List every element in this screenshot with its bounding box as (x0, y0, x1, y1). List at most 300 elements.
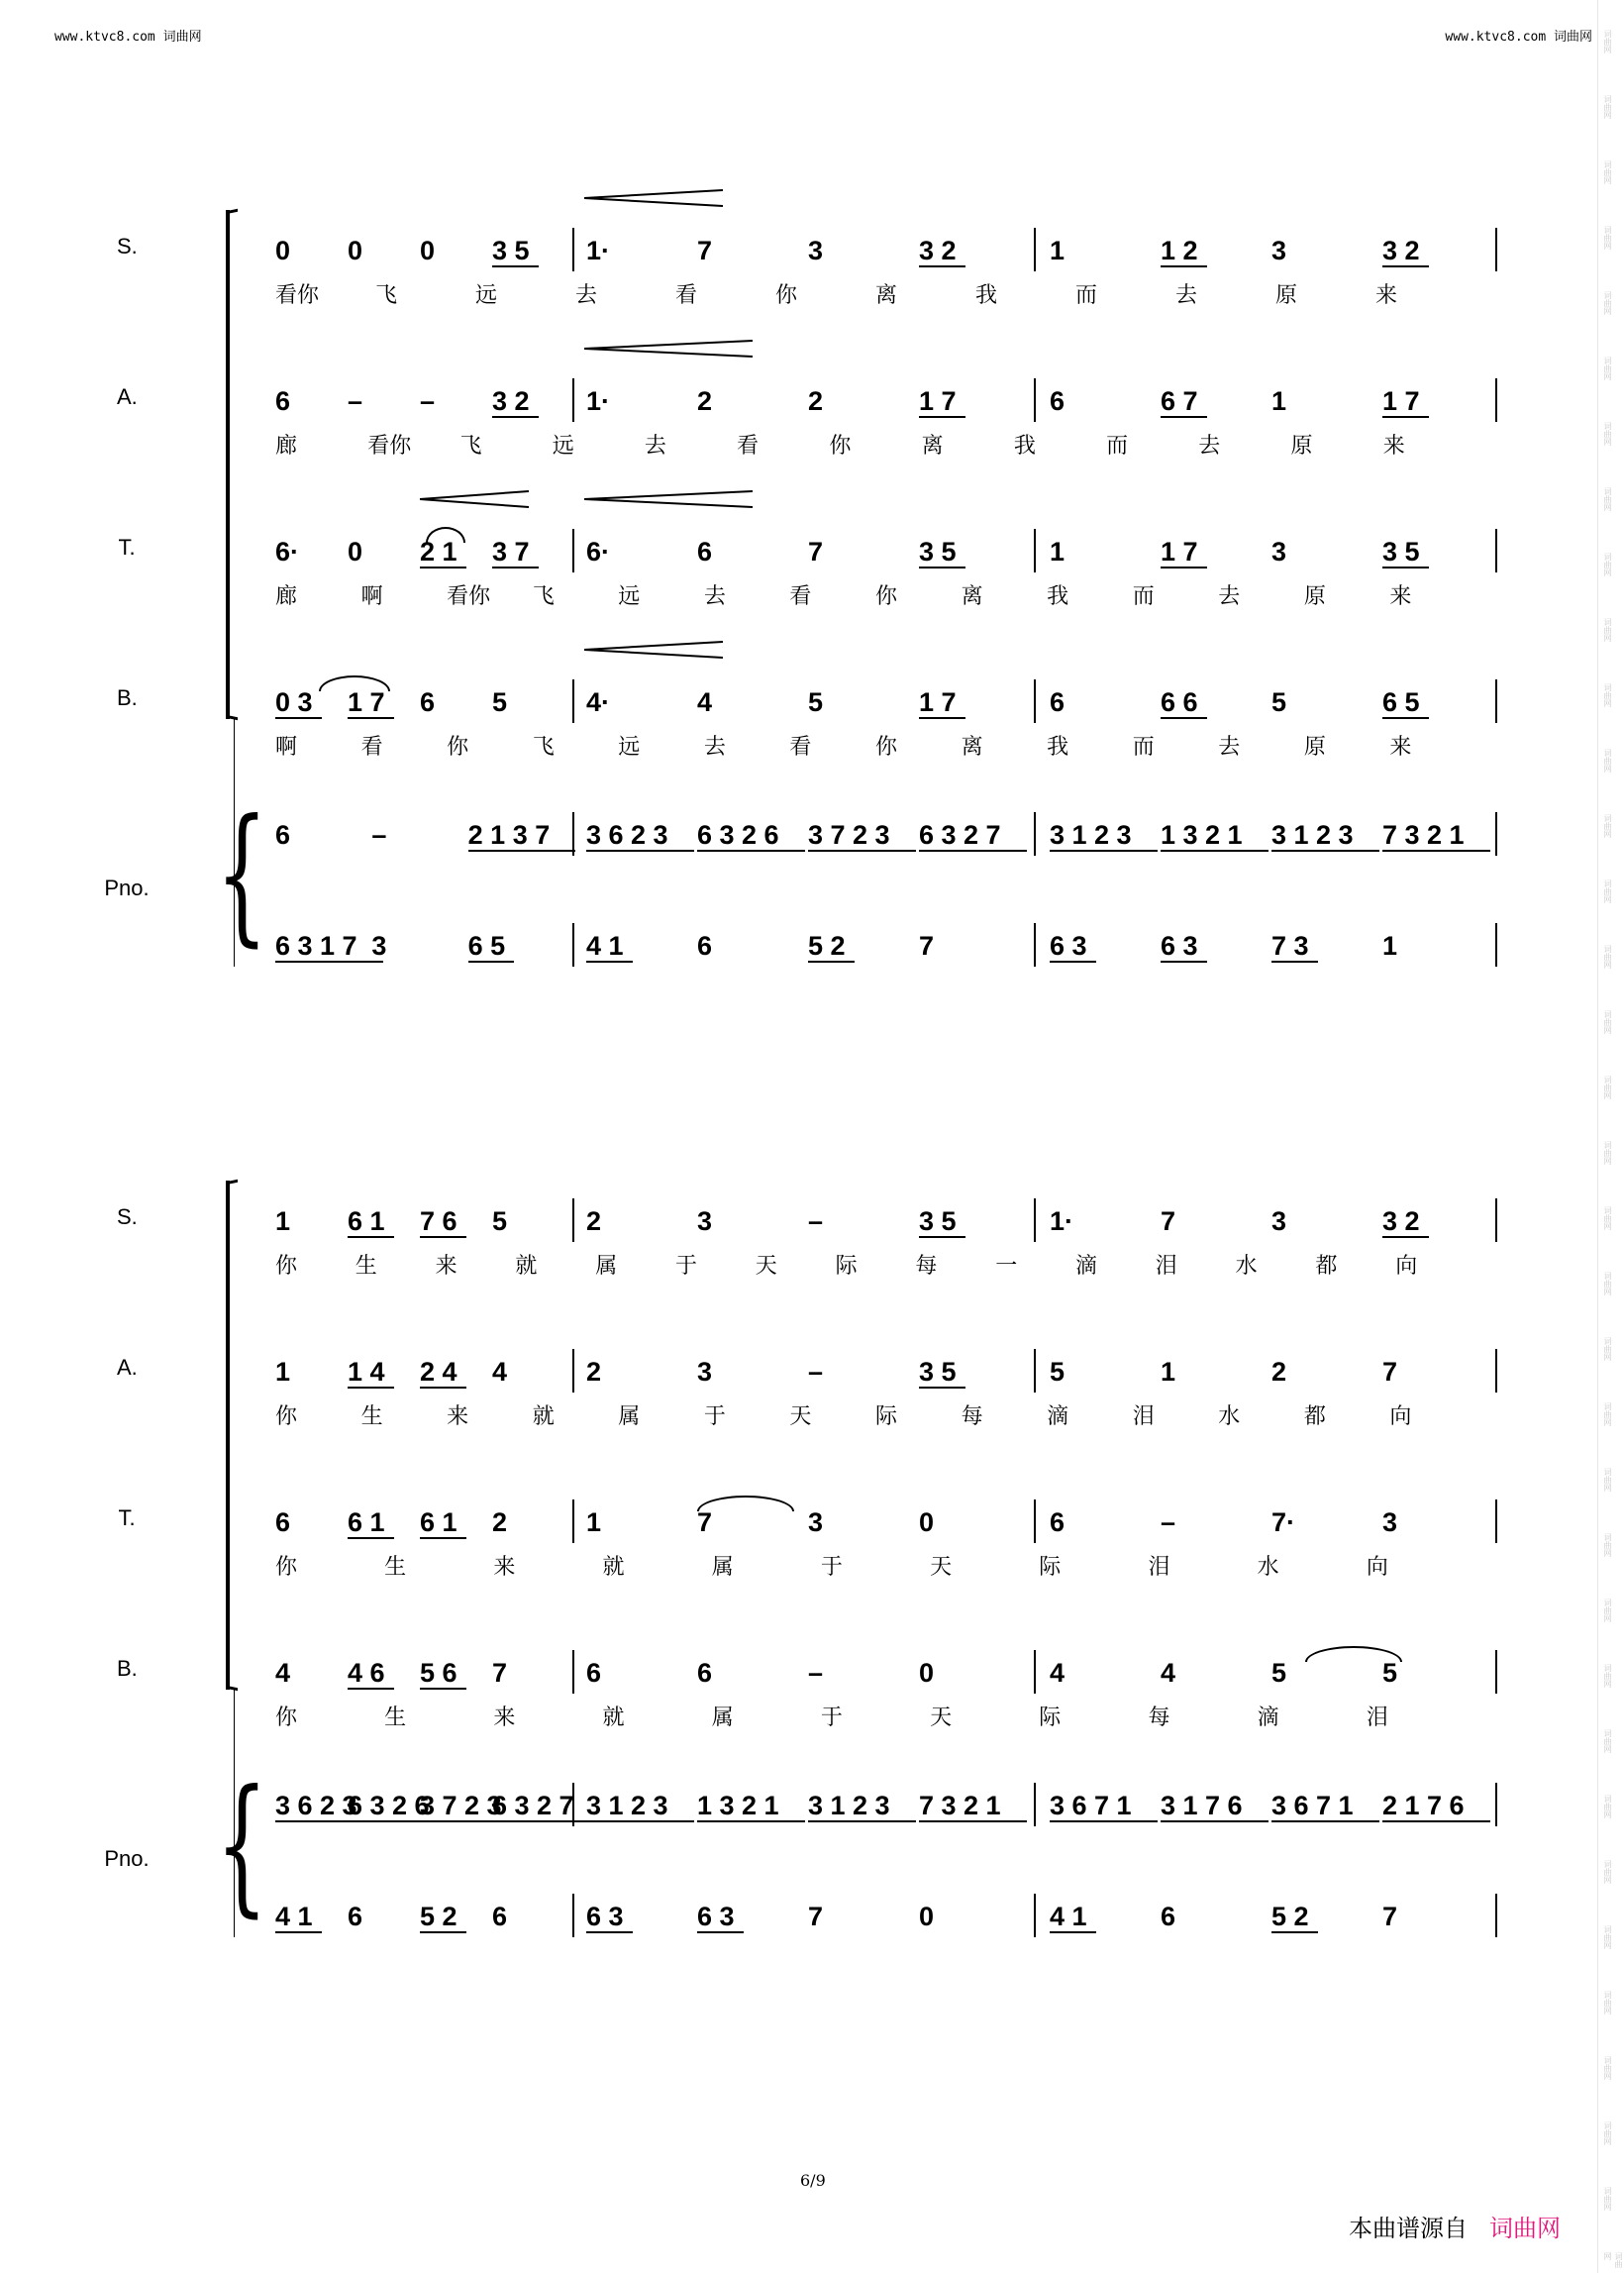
side-watermark-text: 词曲网 (1603, 226, 1612, 250)
note-group: 5 (492, 1206, 508, 1236)
piano-label: Pno. (104, 1846, 150, 1871)
note-group: 3 7 2 3 (808, 820, 890, 850)
note-group: 7· (1271, 1507, 1296, 1537)
lyric-syllable: 看 (360, 735, 383, 760)
lyric-syllable: 就 (602, 1555, 625, 1580)
bar-line (1034, 812, 1036, 856)
note-group: 6 6 (1161, 687, 1198, 717)
side-watermark-text: 词曲网 (1603, 879, 1612, 903)
lyric-syllable: 看 (737, 434, 760, 459)
crescendo-hairpin (584, 188, 723, 208)
note-group: 5 (808, 687, 824, 717)
lyric-syllable: 泪 (1148, 1555, 1170, 1580)
beam-underline (586, 1820, 694, 1822)
beam-underline (919, 567, 965, 568)
lyric-syllable: 水 (1218, 1404, 1241, 1429)
beam-underline (586, 850, 694, 852)
note-group: 6 (697, 931, 713, 961)
note-group: 5 (1271, 1658, 1287, 1688)
beam-underline (1382, 717, 1429, 719)
bar-line (572, 812, 574, 856)
lyric-syllable: 看你 (447, 584, 491, 609)
lyric-syllable: 去 (1218, 584, 1241, 609)
note-group: 6 (492, 1902, 508, 1931)
note-group: 6 (697, 537, 713, 567)
lyric-syllable: 滴 (1257, 1705, 1279, 1730)
note-group: 1 (275, 1357, 291, 1387)
bar-line (572, 378, 574, 422)
lyric-syllable: 你 (447, 735, 469, 760)
bar-line (1495, 679, 1497, 723)
beam-underline (275, 961, 383, 963)
bar-line (572, 923, 574, 967)
note-group: 6 3 1 7 (275, 931, 357, 961)
note-group: 6 (420, 687, 436, 717)
note-group: 0 (275, 236, 291, 265)
bar-line (1034, 1499, 1036, 1543)
beam-underline (1050, 850, 1158, 852)
staff-label: B. (117, 1656, 138, 1681)
lyric-syllable: 泪 (1132, 1404, 1155, 1429)
note-group: 3 (1271, 236, 1287, 265)
lyric-syllable: 生 (384, 1555, 407, 1580)
lyric-syllable: 而 (1132, 735, 1155, 760)
beam-underline (1382, 1820, 1490, 1822)
lyric-syllable: 你 (875, 584, 898, 609)
note-group: 6 (275, 820, 291, 850)
beam-underline (586, 1931, 633, 1933)
bar-line (572, 1499, 574, 1543)
note-group: 0 (919, 1658, 935, 1688)
choir-bracket (226, 210, 230, 719)
lyric-syllable: 你 (275, 1705, 298, 1730)
lyric-syllable: 水 (1257, 1555, 1279, 1580)
note-group: 2 (697, 386, 713, 416)
note-group: 6 3 2 7 (919, 820, 1001, 850)
beam-underline (348, 1387, 394, 1389)
beam-underline (492, 416, 539, 418)
crescendo-hairpin (584, 339, 753, 359)
note-group: 6 3 (1161, 931, 1198, 961)
lyric-syllable: 飞 (459, 434, 482, 459)
note-group: 7 (697, 236, 713, 265)
note-group: 3 5 (919, 1206, 957, 1236)
lyric-syllable: 我 (975, 283, 998, 308)
page-number: 6/9 (800, 2171, 826, 2190)
side-watermark-text: 词曲网 (1603, 553, 1612, 576)
note-group: 3 (697, 1206, 713, 1236)
lyric-syllable: 就 (532, 1404, 555, 1429)
note-group: 3 2 (492, 386, 530, 416)
beam-underline (1382, 567, 1429, 568)
lyric-syllable: 于 (820, 1705, 843, 1730)
bar-line (1034, 378, 1036, 422)
beam-underline (919, 416, 965, 418)
side-watermark-text: 词曲网 (1603, 945, 1612, 969)
note-group: 1 (1050, 236, 1066, 265)
lyric-syllable: 向 (1366, 1555, 1388, 1580)
staff-label: S. (117, 1204, 138, 1229)
lyric-syllable: 来 (435, 1254, 457, 1279)
lyric-syllable: 啊 (360, 584, 383, 609)
note-group: 3 1 2 3 (586, 1791, 668, 1820)
beam-underline (275, 1931, 322, 1933)
bar-line (1495, 1198, 1497, 1242)
note-group: 6 3 2 6 (697, 820, 779, 850)
tie-slur (697, 1496, 794, 1511)
note-group: 3 (808, 1507, 824, 1537)
bar-line (1495, 1349, 1497, 1393)
note-group: 6 (1050, 687, 1066, 717)
note-group: 4 (1050, 1658, 1066, 1688)
beam-underline (420, 1236, 466, 1238)
note-group: – (1161, 1507, 1176, 1537)
lyric-syllable: 离 (961, 735, 983, 760)
beam-underline (1161, 265, 1207, 267)
lyric-syllable: 离 (961, 584, 983, 609)
lyric-syllable: 远 (475, 283, 498, 308)
note-group: 5 (1271, 687, 1287, 717)
lyric-syllable: 际 (1039, 1555, 1062, 1580)
beam-underline (697, 850, 805, 852)
side-watermark-text: 词曲网 (1603, 1141, 1612, 1165)
beam-underline (1382, 416, 1429, 418)
note-group: 3 1 7 6 (1161, 1791, 1243, 1820)
bar-line (1034, 529, 1036, 572)
piano-label: Pno. (104, 876, 150, 900)
bar-line (1495, 1894, 1497, 1937)
beam-underline (919, 1387, 965, 1389)
lyric-syllable: 天 (789, 1404, 812, 1429)
staff-label: T. (118, 535, 136, 560)
lyric-syllable: 而 (1106, 434, 1129, 459)
lyric-syllable: 原 (1303, 584, 1326, 609)
note-group: 6 (1050, 386, 1066, 416)
piano-brace: { (216, 788, 268, 961)
lyric-syllable: 泪 (1155, 1254, 1177, 1279)
lyric-syllable: 每 (961, 1404, 983, 1429)
lyric-syllable: 际 (875, 1404, 898, 1429)
note-group: 5 2 (808, 931, 846, 961)
lyric-syllable: 都 (1303, 1404, 1326, 1429)
beam-underline (348, 1236, 394, 1238)
bar-line (1495, 923, 1497, 967)
footer-brand[interactable]: 词曲网 (1489, 2215, 1561, 2242)
note-group: 4 1 (1050, 1902, 1087, 1931)
note-group: 7 (919, 931, 935, 961)
tie-slur (426, 527, 465, 543)
side-watermark-text: 词曲网 (1603, 422, 1612, 446)
lyric-syllable: 每 (915, 1254, 938, 1279)
beam-underline (697, 1820, 805, 1822)
note-group: 3 (1271, 537, 1287, 567)
note-group: 6 1 (348, 1206, 385, 1236)
note-group: 4 6 (348, 1658, 385, 1688)
note-group: 6 5 (1382, 687, 1420, 717)
note-group: – (808, 1206, 824, 1236)
lyric-syllable: 去 (575, 283, 598, 308)
bar-line (572, 1349, 574, 1393)
note-group: 3 2 (1382, 236, 1420, 265)
lyric-syllable: 生 (384, 1705, 407, 1730)
bar-line (1495, 378, 1497, 422)
beam-underline (1161, 961, 1207, 963)
note-group: 6 7 (1161, 386, 1198, 416)
beam-underline (919, 265, 965, 267)
note-group: – (348, 386, 363, 416)
bar-line (1034, 1650, 1036, 1694)
note-group: 1· (586, 386, 611, 416)
note-group: 2 (586, 1357, 602, 1387)
side-watermark-text: 词曲网 (1603, 1795, 1612, 1818)
lyric-syllable: 看 (789, 735, 812, 760)
note-group: 1 7 (919, 386, 957, 416)
note-group: 2 1 (420, 537, 457, 567)
bar-line (572, 1198, 574, 1242)
side-watermark-text: 词曲网 (1603, 814, 1612, 838)
note-group: 5 (1382, 1658, 1398, 1688)
beam-underline (1161, 1820, 1269, 1822)
crescendo-hairpin (584, 489, 753, 509)
footer-source-label: 本曲谱源自 (1349, 2215, 1468, 2242)
bar-line (1034, 679, 1036, 723)
beam-underline (1050, 1820, 1158, 1822)
lyric-syllable: 生 (360, 1404, 383, 1429)
lyric-syllable: 属 (618, 1404, 641, 1429)
note-group: – (808, 1658, 824, 1688)
lyric-syllable: 你 (829, 434, 852, 459)
beam-underline (492, 265, 539, 267)
side-watermark-text: 词曲网 (1603, 1402, 1612, 1426)
lyric-syllable: 来 (493, 1555, 516, 1580)
note-group: 2 1 7 6 (1382, 1791, 1465, 1820)
lyric-syllable: 你 (275, 1404, 298, 1429)
lyric-syllable: 看 (789, 584, 812, 609)
side-watermark-text: 词曲网 (1603, 1664, 1612, 1688)
beam-underline (919, 1820, 1027, 1822)
lyric-syllable: 远 (618, 584, 641, 609)
staff-label: A. (117, 384, 138, 409)
lyric-syllable: 就 (515, 1254, 538, 1279)
note-group: 1 2 (1161, 236, 1198, 265)
note-group: 3 (697, 1357, 713, 1387)
lyric-syllable: 飞 (532, 584, 555, 609)
beam-underline (492, 1820, 600, 1822)
lyric-syllable: 我 (1047, 584, 1069, 609)
note-group: 5 (492, 687, 508, 717)
beam-underline (586, 961, 633, 963)
lyric-syllable: 我 (1047, 735, 1069, 760)
lyric-syllable: 你 (775, 283, 798, 308)
beam-underline (348, 717, 394, 719)
beam-underline (808, 850, 916, 852)
lyric-syllable: 离 (921, 434, 944, 459)
bar-line (1034, 1894, 1036, 1937)
lyric-syllable: 际 (1039, 1705, 1062, 1730)
lyric-syllable: 去 (1198, 434, 1221, 459)
note-group: 1 7 (919, 687, 957, 717)
note-group: 1 4 (348, 1357, 385, 1387)
note-group: 7 6 (420, 1206, 457, 1236)
note-group: 6 (348, 1902, 363, 1931)
note-group: 0 (919, 1902, 935, 1931)
bar-line (572, 679, 574, 723)
lyric-syllable: 天 (930, 1555, 953, 1580)
beam-underline (468, 850, 576, 852)
bar-line (572, 1894, 574, 1937)
bar-line (572, 529, 574, 572)
bar-line (1495, 1783, 1497, 1826)
side-watermark-text: 词曲网 (1603, 1272, 1612, 1295)
note-group: 3 (808, 236, 824, 265)
note-group: 3 (1382, 1507, 1398, 1537)
note-group: 6 3 (697, 1902, 735, 1931)
lyric-syllable: 滴 (1047, 1404, 1069, 1429)
note-group: 6 (1161, 1902, 1176, 1931)
note-group: 1 (1382, 931, 1398, 961)
lyric-syllable: 来 (1389, 735, 1412, 760)
note-group: 0 (919, 1507, 935, 1537)
lyric-syllable: 廊 (275, 584, 298, 609)
lyric-syllable: 看你 (275, 283, 320, 308)
beam-underline (919, 850, 1027, 852)
note-group: 7 (1382, 1902, 1398, 1931)
side-watermark-text: 词曲网 (1603, 1925, 1612, 1949)
note-group: 2 (808, 386, 824, 416)
beam-underline (348, 1537, 394, 1539)
note-group: 7 3 (1271, 931, 1309, 961)
lyric-syllable: 远 (552, 434, 574, 459)
side-watermark-text: 词曲网 (1603, 1991, 1612, 2015)
beam-underline (1161, 416, 1207, 418)
lyric-syllable: 原 (1275, 283, 1298, 308)
lyric-syllable: 泪 (1366, 1705, 1388, 1730)
lyric-syllable: 你 (275, 1555, 298, 1580)
note-group: 3 1 2 3 (808, 1791, 890, 1820)
lyric-syllable: 每 (1148, 1705, 1170, 1730)
side-watermark-text: 词曲网 (1603, 2187, 1612, 2211)
note-group: 5 2 (1271, 1902, 1309, 1931)
note-group: 1 7 (1382, 386, 1420, 416)
bar-line (1495, 1499, 1497, 1543)
lyric-syllable: 于 (675, 1254, 698, 1279)
note-group: 3 5 (1382, 537, 1420, 567)
note-group: 2 4 (420, 1357, 457, 1387)
bar-line (1495, 812, 1497, 856)
side-watermark-text: 词曲网 (1603, 1599, 1612, 1622)
beam-underline (1271, 850, 1379, 852)
bar-line (572, 1650, 574, 1694)
side-watermark-text: 词曲网 (1603, 1729, 1612, 1753)
beam-underline (468, 961, 515, 963)
lyric-syllable: 属 (711, 1555, 734, 1580)
bar-line (1034, 1349, 1036, 1393)
note-group: 5 2 (420, 1902, 457, 1931)
note-group: 0 (348, 537, 363, 567)
note-group: 7 3 2 1 (919, 1791, 1001, 1820)
beam-underline (1161, 850, 1269, 852)
side-watermark-text: 词曲网 (1603, 160, 1612, 184)
lyric-syllable: 看 (675, 283, 698, 308)
lyric-syllable: 生 (355, 1254, 377, 1279)
side-watermark-text: 词曲网 (1603, 487, 1612, 511)
note-group: 7 3 2 1 (1382, 820, 1465, 850)
lyric-syllable: 际 (835, 1254, 858, 1279)
note-group: 2 (586, 1206, 602, 1236)
beam-underline (420, 1931, 466, 1933)
lyric-syllable: 远 (618, 735, 641, 760)
beam-underline (492, 567, 539, 568)
lyric-syllable: 你 (275, 1254, 298, 1279)
lyric-syllable: 去 (703, 584, 726, 609)
lyric-syllable: 原 (1290, 434, 1313, 459)
crescendo-hairpin (420, 489, 529, 509)
side-watermark-text: 词曲网 (1603, 2056, 1612, 2080)
side-watermark-text: 词曲网 (1603, 1076, 1612, 1099)
note-group: 6 (697, 1658, 713, 1688)
lyric-syllable: 属 (711, 1705, 734, 1730)
bar-line (1495, 228, 1497, 271)
side-watermark-text: 词曲网 (1603, 618, 1612, 642)
side-watermark-text: 词曲网 (1603, 1468, 1612, 1492)
note-group: 6 (275, 1507, 291, 1537)
lyric-syllable: 飞 (532, 735, 555, 760)
note-group: 3 6 2 3 (586, 820, 668, 850)
lyric-syllable: 你 (875, 735, 898, 760)
note-group: 3 (371, 931, 387, 961)
side-watermark-text: 词曲网 (1603, 95, 1612, 119)
lyric-syllable: 来 (493, 1705, 516, 1730)
staff-label: T. (118, 1505, 136, 1530)
side-watermark-strip (1597, 0, 1623, 2273)
note-group: 3 7 2 3 (420, 1791, 502, 1820)
note-group: 6 (586, 1658, 602, 1688)
note-group: 3 5 (919, 1357, 957, 1387)
note-group: 1 (1271, 386, 1287, 416)
note-group: 4 (697, 687, 713, 717)
lyric-syllable: 于 (703, 1404, 726, 1429)
side-watermark-text: 词曲网 (1603, 749, 1612, 773)
note-group: 3 2 (1382, 1206, 1420, 1236)
note-group: 3 1 2 3 (1050, 820, 1132, 850)
note-group: 4 1 (275, 1902, 313, 1931)
note-group: 0 (348, 236, 363, 265)
note-group: 3 6 2 3 (275, 1791, 357, 1820)
beam-underline (1161, 717, 1207, 719)
note-group: 1 (275, 1206, 291, 1236)
lyric-syllable: 天 (755, 1254, 777, 1279)
lyric-syllable: 都 (1315, 1254, 1338, 1279)
lyric-syllable: 天 (930, 1705, 953, 1730)
lyric-syllable: 属 (595, 1254, 618, 1279)
note-group: 6 5 (467, 931, 506, 961)
note-group: 1 7 (348, 687, 385, 717)
beam-underline (348, 1688, 394, 1690)
note-group: 3 7 (492, 537, 530, 567)
lyric-syllable: 而 (1075, 283, 1098, 308)
beam-underline (1050, 1931, 1096, 1933)
side-watermark-text: 词曲网 (1603, 1206, 1612, 1230)
lyric-syllable: 去 (1218, 735, 1241, 760)
tie-slur (319, 675, 390, 691)
lyric-syllable: 就 (602, 1705, 625, 1730)
footer (1349, 2209, 1561, 2243)
note-group: 1· (586, 236, 611, 265)
note-group: 1 (586, 1507, 602, 1537)
lyric-syllable: 来 (1382, 434, 1405, 459)
lyric-syllable: 来 (1389, 584, 1412, 609)
note-group: – (420, 386, 436, 416)
